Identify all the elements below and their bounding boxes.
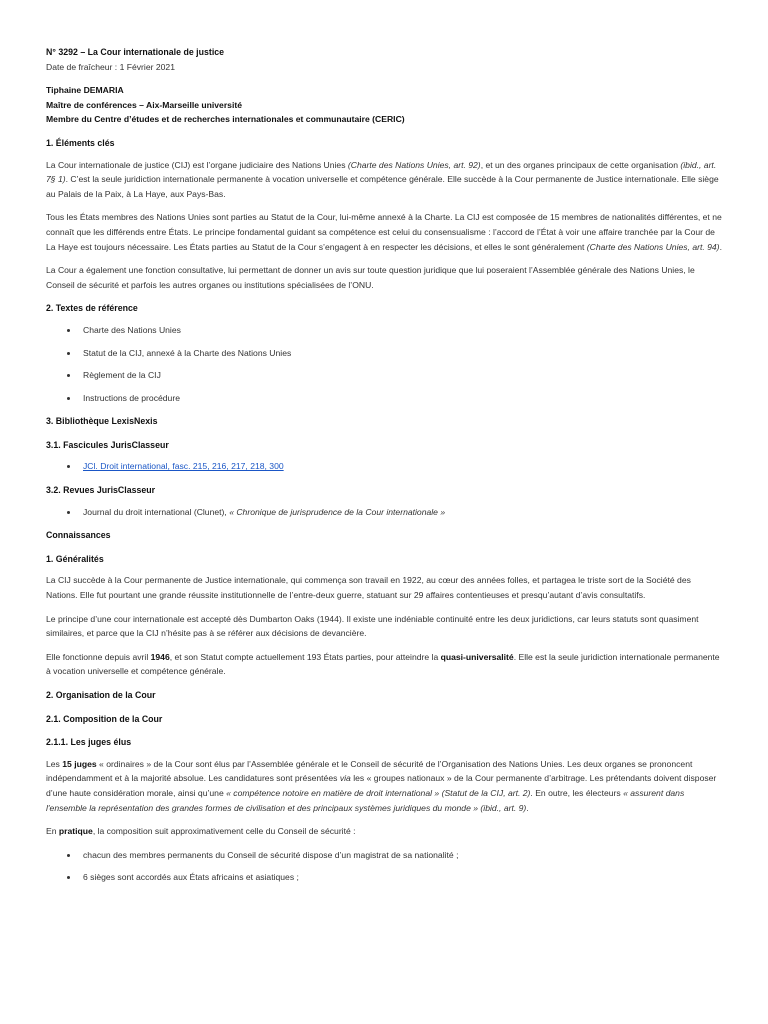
revues-list <box>46 505 722 520</box>
heading-elements-cles: 1. Éléments clés <box>46 137 115 148</box>
author-name: Tiphaine DEMARIA <box>46 85 124 96</box>
author-affiliation: Membre du Centre d’études et de recherches internationales et communautaire (CERIC) <box>46 114 405 125</box>
document-title: N° 3292 – La Cour internationale de justice <box>46 47 225 57</box>
document-page <box>46 45 722 893</box>
paragraph: La Cour internationale de justice (CIJ) est l’organe judiciaire des Nations Unies (Charte des Nations Unies, art. 92), et un des organes principaux de cette organisation (ibid., art. 7§ 1). C’est la seule juridiction internationale permanente à vocation universelle et compétence générale. Elle succède à la Cour permanente de Justice internationale. Elle siège au Palais de la Paix, à La Haye, aux Pays-Bas. <box>46 159 719 199</box>
paragraph: En pratique, la composition suit approximativement celle du Conseil de sécurité : <box>46 826 356 837</box>
list-item: • Règlement de la CIJ <box>79 368 722 383</box>
composition-list <box>46 848 722 885</box>
fascicules-link[interactable]: JCl. Droit international, fasc. 215, 216, 217, 218, 300 <box>83 461 284 472</box>
paragraph: Elle fonctionne depuis avril 1946, et son Statut compte actuellement 193 États parties, pour atteindre la quasi-universalité. Elle est la seule juridiction internationale permanente à vocation universelle et compétence générale. <box>46 651 720 677</box>
heading-composition: 2.1. Composition de la Cour <box>46 713 163 724</box>
heading-fascicules: 3.1. Fascicules JurisClasseur <box>46 439 169 450</box>
heading-bibliotheque: 3. Bibliothèque LexisNexis <box>46 416 158 427</box>
heading-juges-elus: 2.1.1. Les juges élus <box>46 737 132 748</box>
heading-connaissances: Connaissances <box>46 530 111 541</box>
heading-organisation: 2. Organisation de la Cour <box>46 690 156 700</box>
heading-textes-reference: 2. Textes de référence <box>46 303 138 314</box>
freshness-date: Date de fraîcheur : 1 Février 2021 <box>46 61 175 72</box>
list-item: • Instructions de procédure <box>79 391 722 406</box>
list-item: • Statut de la CIJ, annexé à la Charte des Nations Unies <box>79 346 722 361</box>
paragraph: La Cour a également une fonction consultative, lui permettant de donner un avis sur toute question juridique que lui poseraient l’Assemblée générale des Nations Unies, le Conseil de sécurité et parfois les autres organes ou institutions spécialisées de l’ONU. <box>46 265 695 290</box>
heading-generalites: 1. Généralités <box>46 553 104 564</box>
heading-revues: 3.2. Revues JurisClasseur <box>46 485 156 496</box>
paragraph: La CIJ succède à la Cour permanente de Justice internationale, qui commença son travail en 1922, au cœur des années folles, et partagea le triste sort de la Société des Nations. Elle fut pourtant une grande réussite institutionnelle de l’entre-deux guerre, statuant sur 29 affaires contentieuses et presqu’autant d’avis consultatifs. <box>46 575 691 601</box>
list-item: • Journal du droit international (Clunet), « Chronique de jurisprudence de la Cour internationale » <box>79 505 722 520</box>
list-item <box>79 459 722 474</box>
author-role: Maître de conférences – Aix-Marseille université <box>46 99 242 110</box>
list-item: • chacun des membres permanents du Conseil de sécurité dispose d’un magistrat de sa nationalité ; <box>79 848 722 863</box>
list-item: • Charte des Nations Unies <box>79 323 722 338</box>
reference-list <box>46 323 722 405</box>
paragraph: Les 15 juges « ordinaires » de la Cour sont élus par l’Assemblée générale et le Conseil de sécurité de l’Organisation des Nations Unies. Les deux organes se prononcent indépendamment et à la majorité absolue. Les candidatures sont présentées via les « groupes nationaux » de la Cour permanente d’arbitrage. Les prétendants doivent disposer d’une haute considération morale, ainsi qu’une « compétence notoire en matière de droit international » (Statut de la CIJ, art. 2). En outre, les électeurs « assurent dans l'ensemble la représentation des grandes formes de civilisation et des principaux systèmes juridiques du monde » (ibid., art. 9). <box>46 758 717 813</box>
paragraph: Le principe d’une cour internationale est accepté dès Dumbarton Oaks (1944). Il existe une indéniable continuité entre les deux juridictions, car leurs statuts sont quasiment similaires, et parce que la CIJ n’hésite pas à se référer aux décisions de devancière. <box>46 613 699 639</box>
list-item: • 6 sièges sont accordés aux États africains et asiatiques ; <box>79 870 722 885</box>
fascicules-list <box>46 459 722 474</box>
paragraph: Tous les États membres des Nations Unies sont parties au Statut de la Cour, lui-même annexé à la Charte. La CIJ est composée de 15 membres de nationalités différentes, et ne connaît que les différends entre États. Le principe fondamental guidant sa compétence est celui du consensualisme : l’accord de l’État à voir une affaire tranchée par la Cour de La Haye est toujours nécessaire. Les États parties au Statut de la Cour s’engagent à en respecter les décisions, et elles le sont généralement (Charte des Nations Unies, art. 94). <box>46 212 722 252</box>
